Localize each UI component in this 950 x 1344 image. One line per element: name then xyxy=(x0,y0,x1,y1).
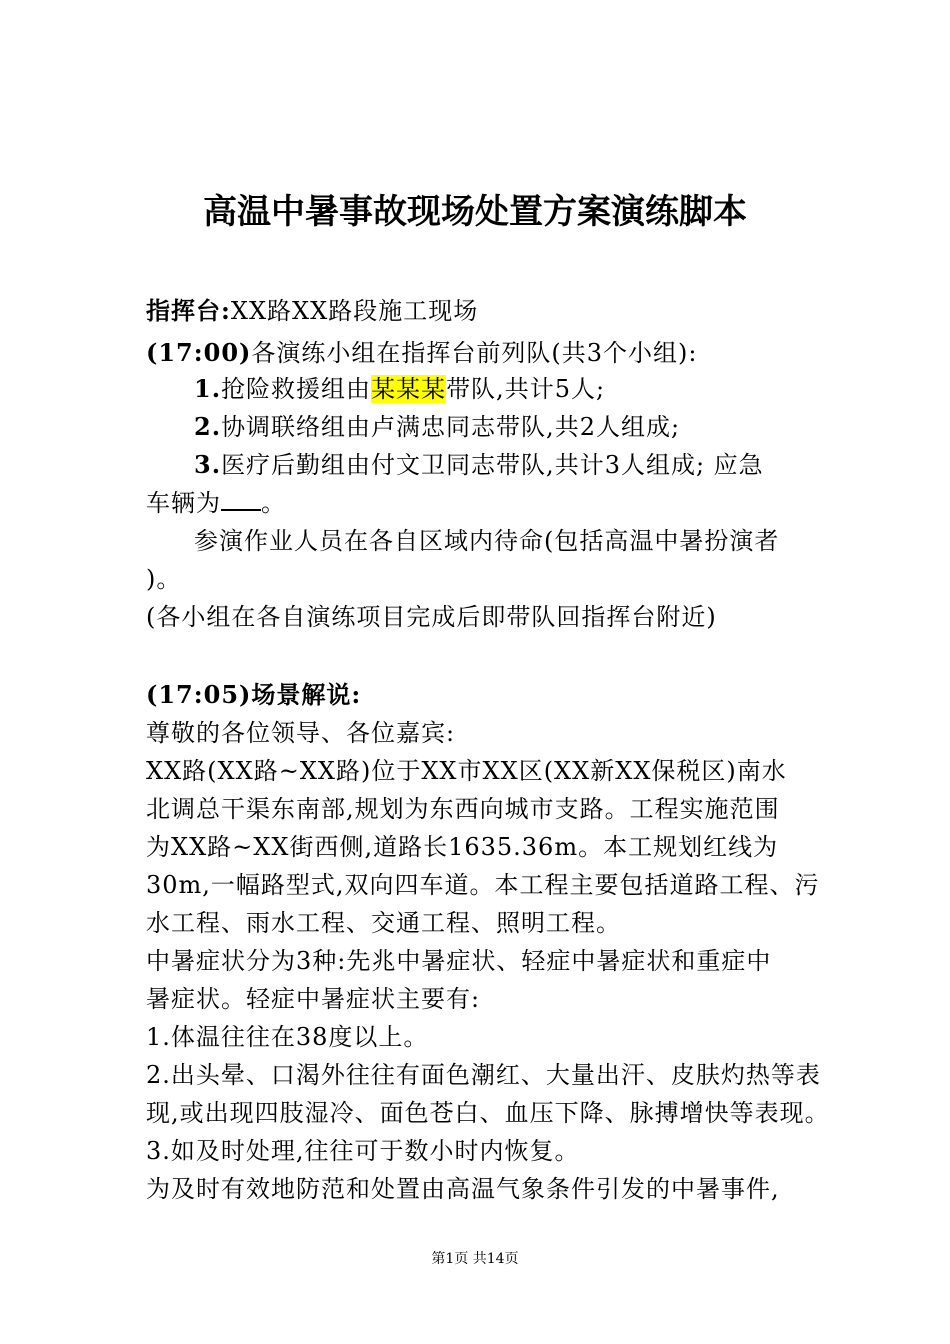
item-text: 车辆为 xyxy=(146,489,221,517)
greeting-line: 尊敬的各位领导、各位嘉宾: xyxy=(146,719,456,747)
paragraph-line: 为及时有效地防范和处置由高温气象条件引发的中暑事件, xyxy=(146,1175,780,1203)
paragraph-line: 2.出头晕、口渴外往往有面色潮红、大量出汗、皮肤灼热等表 xyxy=(146,1061,821,1089)
paragraph-line: 30m,一幅路型式,双向四车道。本工程主要包括道路工程、污 xyxy=(146,871,820,899)
lineup-line xyxy=(146,338,697,368)
highlighted-name: 某某某 xyxy=(371,375,447,403)
lineup-note: (各小组在各自演练项目完成后即带队回指挥台附近) xyxy=(146,603,717,631)
paragraph-line: 水工程、雨水工程、交通工程、照明工程。 xyxy=(146,909,621,937)
list-item xyxy=(194,374,605,404)
standby-line: 参演作业人员在各自区域内待命(包括高温中暑扮演者 xyxy=(194,527,780,555)
item-number: 2. xyxy=(194,412,222,441)
paragraph-line: XX路(XX路~XX路)位于XX市XX区(XX新XX保税区)南水 xyxy=(146,757,787,785)
lineup-time: (17:00) xyxy=(146,338,252,367)
command-line xyxy=(146,296,478,326)
standby-continuation: )。 xyxy=(146,565,182,593)
scene-heading xyxy=(146,680,361,710)
item-number: 1. xyxy=(194,374,222,403)
command-label: 指挥台: xyxy=(146,296,231,325)
list-item-continuation xyxy=(146,488,286,518)
list-item xyxy=(194,412,680,442)
item-text: 医疗后勤组由付文卫同志带队,共计3人组成; 应急 xyxy=(221,451,764,479)
paragraph-line: 暑症状。轻症中暑症状主要有: xyxy=(146,985,481,1013)
item-text: 。 xyxy=(261,489,286,517)
paragraph-line: 北调总干渠东南部,规划为东西向城市支路。工程实施范围 xyxy=(146,795,780,823)
item-text: 协调联络组由卢满忠同志带队,共2人组成; xyxy=(221,413,681,441)
lineup-text: 各演练小组在指挥台前列队(共3个小组): xyxy=(251,339,698,367)
item-text: 抢险救援组由 xyxy=(221,375,372,403)
page-footer: 第1页 共14页 xyxy=(431,1251,519,1267)
item-text: 带队,共计5人; xyxy=(446,375,606,403)
item-number: 3. xyxy=(194,450,222,479)
scene-label: 场景解说: xyxy=(251,680,362,709)
scene-time: (17:05) xyxy=(146,680,252,709)
list-item xyxy=(194,450,764,480)
paragraph-line: 为XX路~XX街西侧,道路长1635.36m。本工规划红线为 xyxy=(146,833,779,861)
fill-in-blank xyxy=(221,489,261,511)
paragraph-line: 1.体温往往在38度以上。 xyxy=(146,1023,429,1051)
document-title: 高温中暑事故现场处置方案演练脚本 xyxy=(203,192,747,232)
paragraph-line: 中暑症状分为3种:先兆中暑症状、轻症中暑症状和重症中 xyxy=(146,947,772,975)
paragraph-line: 现,或出现四肢湿冷、面色苍白、血压下降、脉搏增快等表现。 xyxy=(146,1099,830,1127)
command-location: XX路XX路段施工现场 xyxy=(230,297,479,325)
paragraph-line: 3.如及时处理,往往可于数小时内恢复。 xyxy=(146,1137,580,1165)
